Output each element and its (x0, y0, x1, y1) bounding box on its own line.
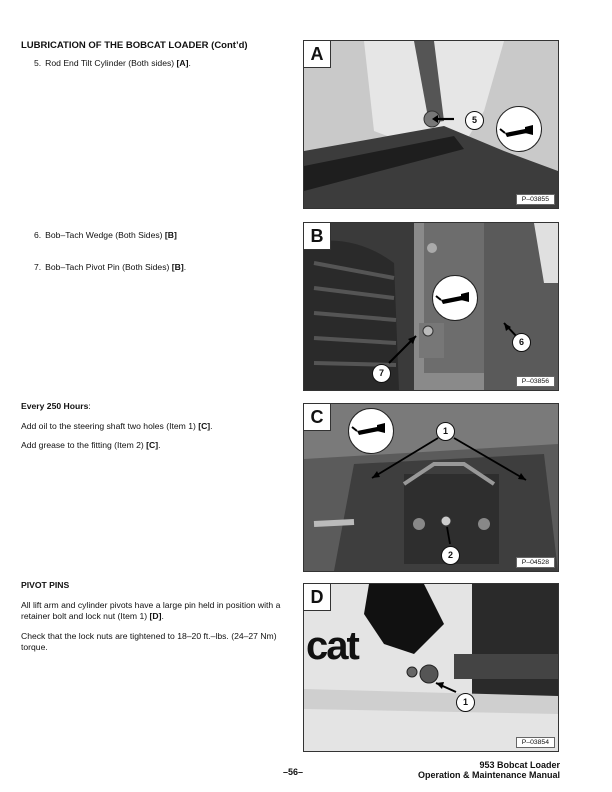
section-heading: LUBRICATION OF THE BOBCAT LOADER (Cont’d) (21, 40, 248, 51)
page-number: –56– (283, 767, 304, 777)
bobcat-decal-text: cat (306, 624, 358, 668)
figure-a-photo (303, 40, 559, 209)
callout-5: 5 (465, 111, 484, 130)
figure-c-illustration (304, 404, 558, 571)
oil-can-icon (348, 408, 394, 454)
figure-a-code: P–03855 (516, 194, 555, 205)
oil-steering-shaft-text: Add oil to the steering shaft two holes (Item 1) [C]. (21, 421, 213, 431)
grease-fitting-text: Add grease to the fitting (Item 2) [C]. (21, 440, 161, 450)
figure-c-label: C (304, 404, 331, 431)
figure-b-label: B (304, 223, 331, 250)
step-5: 5. Rod End Tilt Cylinder (Both sides) [A]. (34, 58, 191, 68)
callout-6: 6 (512, 333, 531, 352)
figure-d-code: P–03854 (516, 737, 555, 748)
step-7: 7. Bob–Tach Pivot Pin (Both Sides) [B]. (34, 262, 187, 272)
figure-b-illustration (304, 223, 558, 390)
figure-a-label: A (304, 41, 331, 68)
figure-b-photo (303, 222, 559, 391)
callout-1: 1 (456, 693, 475, 712)
figure-c-photo (303, 403, 559, 572)
callout-1: 1 (436, 422, 455, 441)
figure-b-code: P–03856 (516, 376, 555, 387)
every-250-hours-heading: Every 250 Hours: (21, 401, 91, 411)
step-6: 6. Bob–Tach Wedge (Both Sides) [B] (34, 230, 177, 240)
figure-d-label: D (304, 584, 331, 611)
pivot-pins-heading: PIVOT PINS (21, 580, 70, 590)
torque-instruction: Check that the lock nuts are tightened to 18–20 ft.–lbs. (24–27 Nm) torque. (21, 631, 277, 652)
pivot-pins-description: All lift arm and cylinder pivots have a large pin held in position with a retainer bolt and lock nut (Item 1) [D]. (21, 600, 281, 621)
callout-7: 7 (372, 364, 391, 383)
figure-d-photo (303, 583, 559, 752)
grease-gun-icon (496, 106, 542, 152)
manual-title: 953 Bobcat Loader Operation & Maintenance Manual (417, 760, 560, 780)
callout-2: 2 (441, 546, 460, 565)
figure-c-code: P–04528 (516, 557, 555, 568)
grease-gun-icon (432, 275, 478, 321)
